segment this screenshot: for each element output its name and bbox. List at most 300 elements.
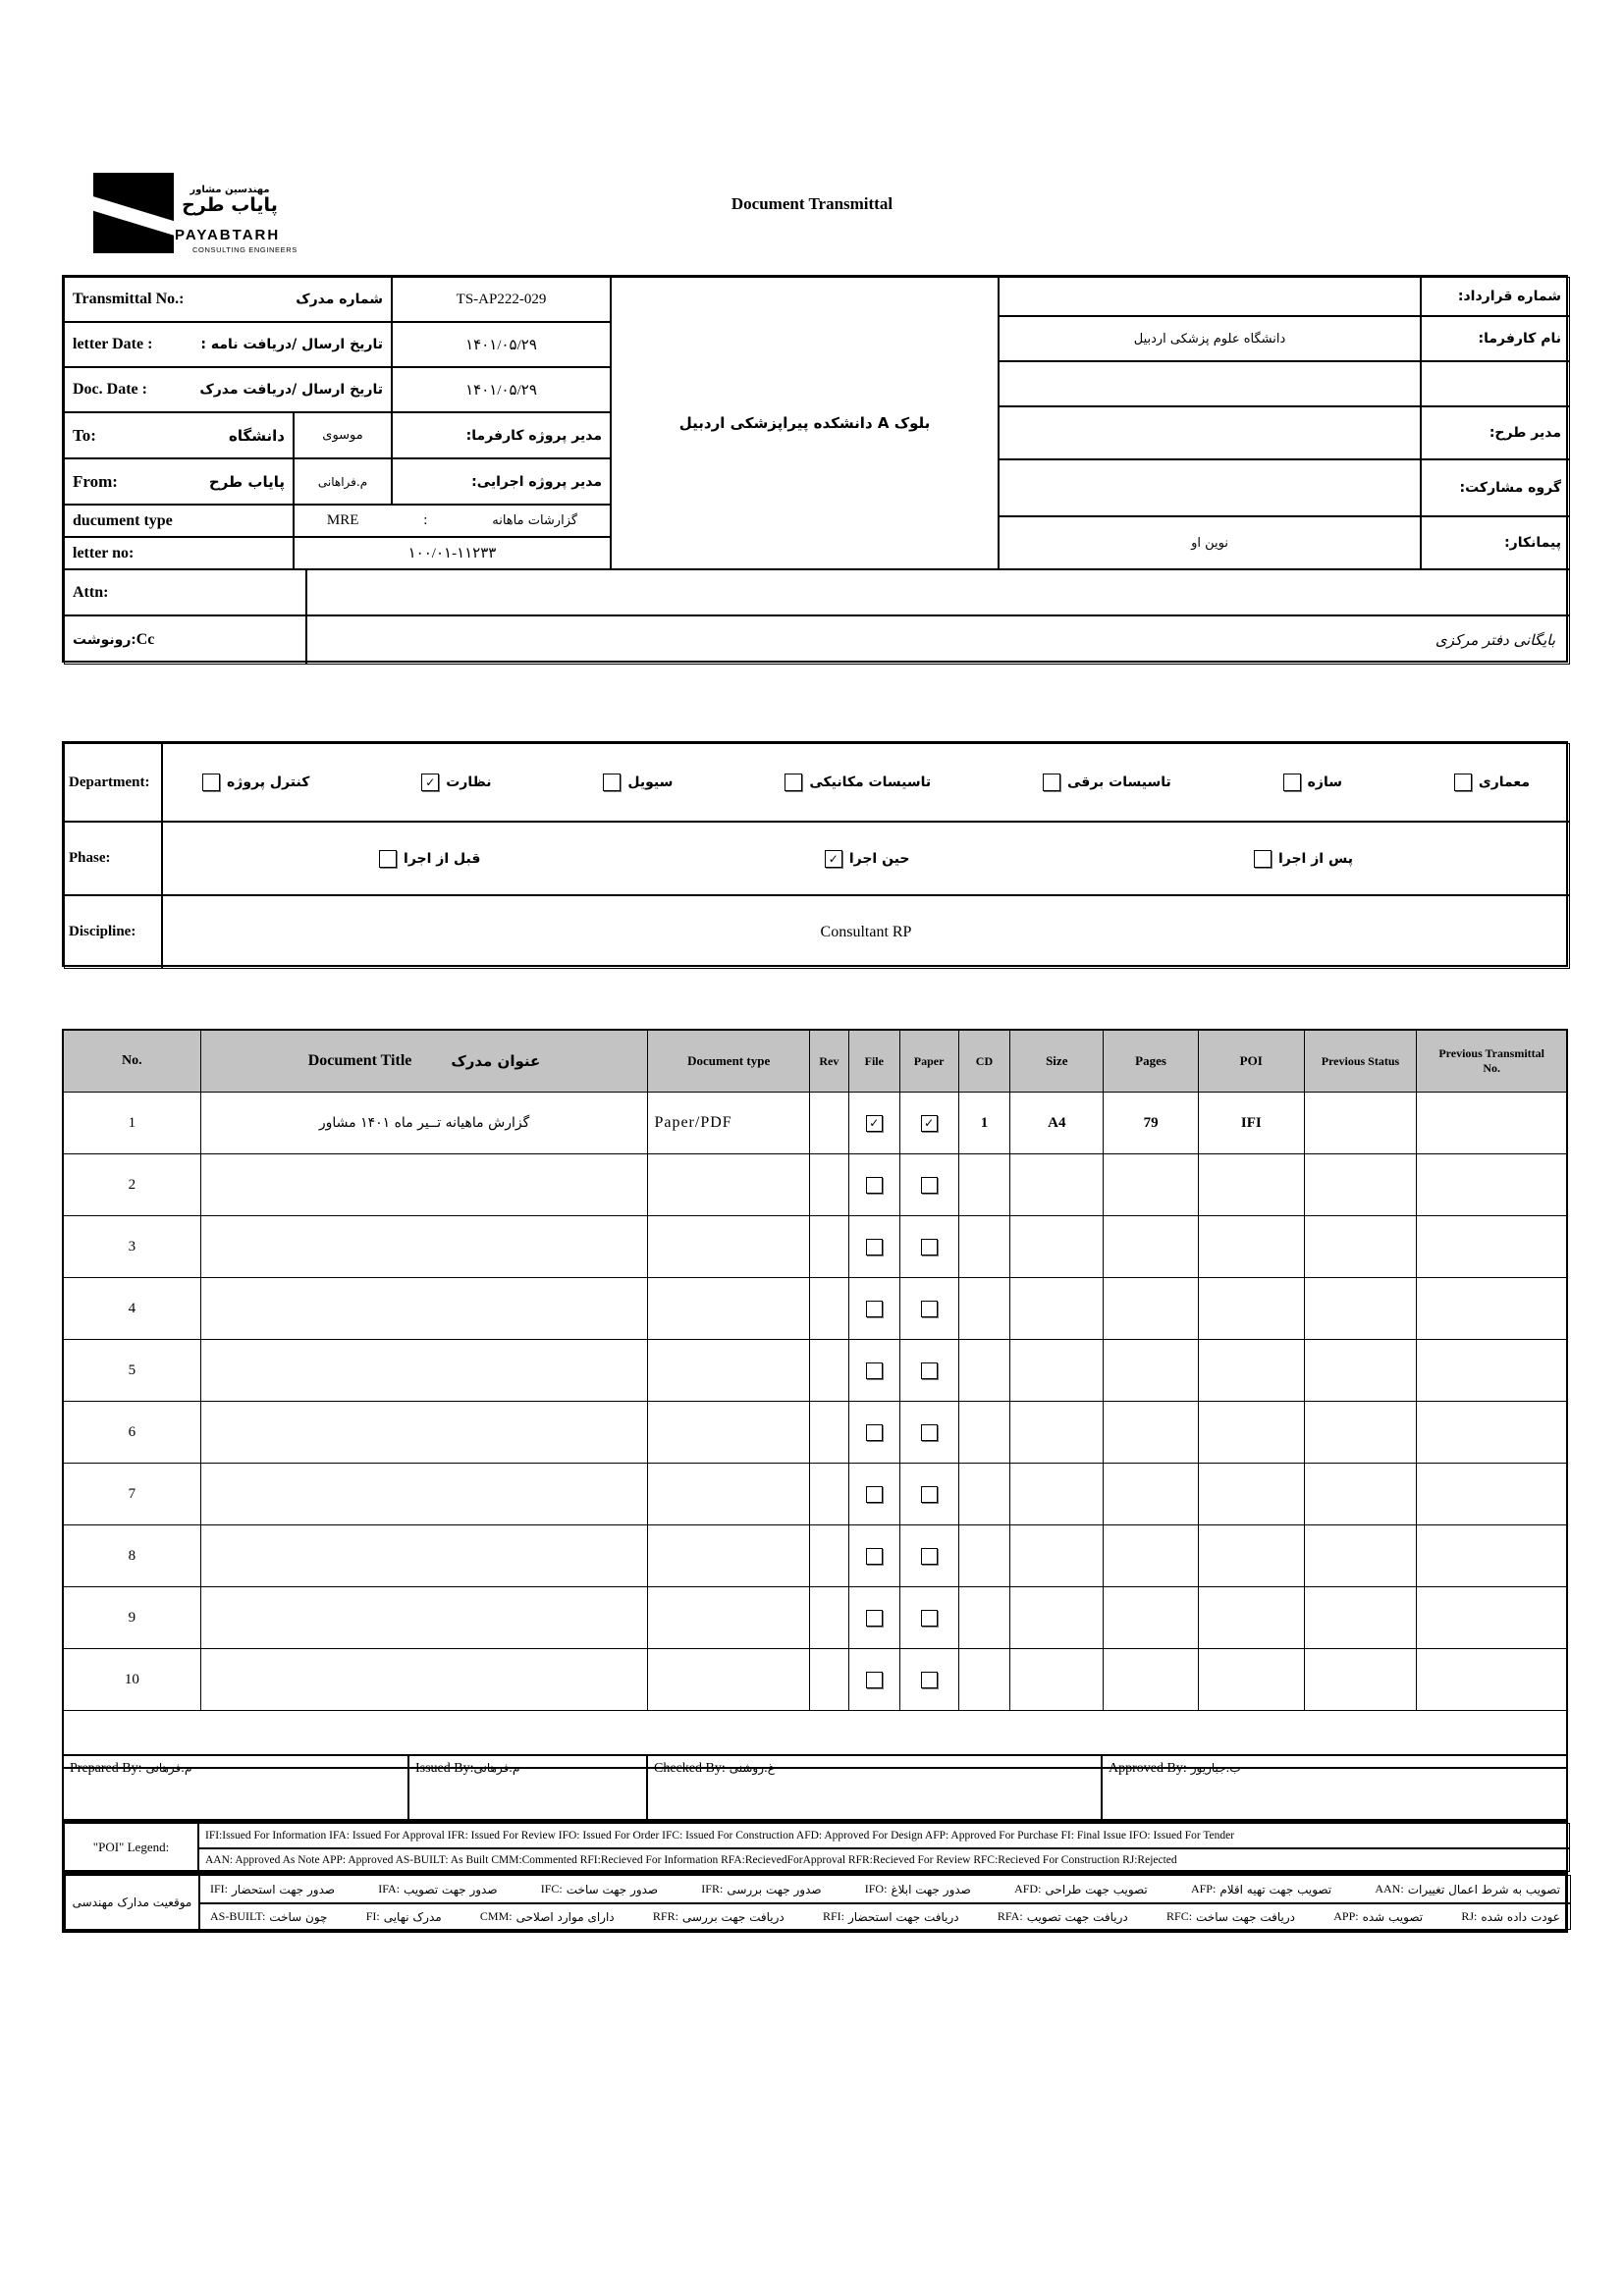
legend-item [998, 1909, 1128, 1924]
project-manager-label: مدیر طرح: [1421, 406, 1570, 459]
cell-prev_status [1305, 1587, 1418, 1648]
legend-code: AS-BUILT: [210, 1909, 266, 1923]
cell-pages [1104, 1525, 1199, 1586]
document-table [62, 1029, 1568, 1769]
legend-code: IFC: [540, 1882, 563, 1896]
cell-rev [810, 1278, 849, 1339]
cell-type [648, 1340, 810, 1401]
legend-text-fa: دریافت جهت ساخت [1196, 1909, 1295, 1924]
document-type-value: MRE : گزارشات ماهانه [294, 505, 611, 537]
file-checkbox[interactable] [866, 1362, 883, 1379]
cc-value: بایگانی دفتر مرکزی [306, 615, 1570, 665]
department-option-label: تاسیسات برقی [1067, 774, 1171, 790]
cell-cd [959, 1649, 1011, 1710]
doc-date-value: ۱۴۰۱/۰۵/۲۹ [392, 367, 611, 412]
cell-size [1010, 1464, 1104, 1524]
department-option-label: تاسیسات مکانیکی [809, 774, 932, 790]
fa-legend-line1 [199, 1875, 1571, 1903]
cell-prev_status [1305, 1278, 1418, 1339]
cell-pages [1104, 1464, 1199, 1524]
cell-paper [900, 1154, 959, 1215]
legend-item [480, 1909, 615, 1924]
cell-file [849, 1154, 900, 1215]
cell-title [201, 1402, 649, 1463]
phase-checkbox[interactable] [825, 850, 842, 868]
cell-size [1010, 1587, 1104, 1648]
cell-prev_status [1305, 1402, 1418, 1463]
cell-type: Paper/PDF [648, 1093, 810, 1153]
cell-poi [1199, 1278, 1305, 1339]
cell-prev_status [1305, 1216, 1418, 1277]
department-option[interactable] [1454, 774, 1530, 791]
cell-file [849, 1093, 900, 1153]
department-option[interactable] [785, 774, 931, 791]
legend-code: APP: [1333, 1909, 1359, 1923]
cell-size [1010, 1649, 1104, 1710]
contractor-label: پیمانکار: [1421, 516, 1570, 569]
legend-item [366, 1909, 442, 1924]
cell-rev [810, 1464, 849, 1524]
phase-checkbox[interactable] [1254, 850, 1272, 868]
cell-size [1010, 1216, 1104, 1277]
transmittal-no-value: TS-AP222-029 [392, 277, 611, 322]
from-field: From: پایاب طرح [64, 458, 294, 505]
file-checkbox[interactable] [866, 1548, 883, 1565]
legend-item [653, 1909, 785, 1924]
table-row [64, 1154, 1566, 1216]
header-file: File [849, 1031, 900, 1092]
legend-text-fa: عودت داده شده [1481, 1909, 1560, 1924]
project-manager-value [999, 406, 1421, 459]
cell-size [1010, 1278, 1104, 1339]
cell-file [849, 1464, 900, 1524]
letter-date-value: ۱۴۰۱/۰۵/۲۹ [392, 322, 611, 367]
partnership-group-label: گروه مشارکت: [1421, 459, 1570, 516]
phase-option[interactable] [825, 850, 910, 868]
cell-prev_transmittal [1417, 1340, 1566, 1401]
paper-checkbox[interactable] [921, 1115, 938, 1132]
cell-rev [810, 1587, 849, 1648]
cell-paper [900, 1649, 959, 1710]
client-name-value: دانشگاه علوم پزشکی اردبیل [999, 316, 1421, 361]
header-rev: Rev [810, 1031, 849, 1092]
client-pm-value: موسوی [294, 412, 392, 458]
cell-poi [1199, 1587, 1305, 1648]
department-option-label: سازه [1307, 774, 1342, 790]
phase-option-label: حین اجرا [848, 850, 910, 867]
department-checkbox[interactable] [202, 774, 220, 791]
approved-by-box: Approved By: ب.جباریور [1103, 1754, 1568, 1821]
letter-no-label: letter no: [64, 537, 294, 569]
document-table-body [64, 1093, 1566, 1710]
legend-code: RFR: [652, 1909, 678, 1923]
legend-text-fa: دریافت جهت استحضار [848, 1909, 959, 1924]
cell-paper [900, 1587, 959, 1648]
contract-no-value [999, 277, 1421, 316]
table-row [64, 1525, 1566, 1587]
legend-text-fa: مدرک نهایی [383, 1909, 442, 1924]
classification-table [62, 741, 1568, 967]
cell-type [648, 1587, 810, 1648]
cell-no: 3 [64, 1216, 201, 1277]
letter-date-label: letter Date : تاریخ ارسال /دریافت نامه : [64, 322, 392, 367]
cell-poi [1199, 1525, 1305, 1586]
cell-pages [1104, 1340, 1199, 1401]
header-type: Document type [648, 1031, 810, 1092]
cell-title [201, 1649, 649, 1710]
legend-text-fa: چون ساخت [269, 1909, 328, 1924]
paper-checkbox[interactable] [921, 1239, 938, 1255]
legend-code: FI: [365, 1909, 380, 1923]
fa-legend-table [62, 1872, 1568, 1933]
department-option-label: سیویل [627, 774, 674, 790]
cell-type [648, 1154, 810, 1215]
paper-checkbox[interactable] [921, 1424, 938, 1441]
cell-no: 1 [64, 1093, 201, 1153]
paper-checkbox[interactable] [921, 1301, 938, 1317]
cell-paper [900, 1525, 959, 1586]
cell-pages [1104, 1216, 1199, 1277]
legend-code: IFA: [378, 1882, 401, 1896]
legend-item [865, 1882, 971, 1896]
document-type-label: ducument type [64, 505, 294, 537]
file-checkbox[interactable] [866, 1424, 883, 1441]
cell-cd [959, 1402, 1011, 1463]
legend-text-fa: تصویب شده [1362, 1909, 1424, 1924]
file-checkbox[interactable] [866, 1610, 883, 1627]
cell-size [1010, 1525, 1104, 1586]
prepared-by-box: Prepared By: م.فرهانی [62, 1754, 409, 1821]
cell-rev [810, 1216, 849, 1277]
logo-en-subtitle: CONSULTING ENGINEERS [192, 245, 298, 254]
cell-pages [1104, 1587, 1199, 1648]
cell-pages [1104, 1278, 1199, 1339]
department-option[interactable] [421, 774, 491, 791]
phase-option[interactable] [379, 850, 480, 868]
cell-type [648, 1649, 810, 1710]
cell-poi [1199, 1402, 1305, 1463]
cell-no: 2 [64, 1154, 201, 1215]
cell-title [201, 1154, 649, 1215]
legend-code: RFC: [1166, 1909, 1193, 1923]
cell-title [201, 1278, 649, 1339]
header-empty-row-label [1421, 361, 1570, 406]
issued-by-box: Issued By:م.فرهانی [409, 1754, 648, 1821]
legend-text-fa: تصویب به شرط اعمال تغییرات [1407, 1882, 1560, 1896]
cell-prev_transmittal [1417, 1278, 1566, 1339]
cell-paper [900, 1464, 959, 1524]
phase-checkbox[interactable] [379, 850, 397, 868]
logo-fa-line1: مهندسین مشاور [189, 185, 270, 195]
cell-title: گزارش ماهیانه تــیر ماه ۱۴۰۱ مشاور [201, 1093, 649, 1153]
cell-prev_status [1305, 1649, 1418, 1710]
page-title: Document Transmittal [731, 194, 893, 213]
legend-text-fa: صدور جهت بررسی [727, 1882, 822, 1896]
header-title: Document Title عنوان مدرک [201, 1031, 649, 1092]
paper-checkbox[interactable] [921, 1177, 938, 1194]
header-empty-row-value [999, 361, 1421, 406]
file-checkbox[interactable] [866, 1301, 883, 1317]
department-option[interactable] [603, 774, 673, 791]
cell-pages [1104, 1649, 1199, 1710]
cell-paper [900, 1216, 959, 1277]
header-table [62, 275, 1568, 663]
table-row [64, 1216, 1566, 1278]
cell-poi: IFI [1199, 1093, 1305, 1153]
fa-legend-label: موقعیت مدارک مهندسی [65, 1875, 199, 1930]
cell-pages [1104, 1154, 1199, 1215]
legend-item [210, 1882, 335, 1896]
transmittal-no-label: Transmittal No.: شماره مدرک [64, 277, 392, 322]
table-row [64, 1278, 1566, 1340]
cell-cd [959, 1464, 1011, 1524]
legend-text-fa: تصویب جهت تهیه اقلام [1219, 1882, 1332, 1896]
cell-rev [810, 1402, 849, 1463]
contract-no-label: شماره قرارداد: [1421, 277, 1570, 316]
cell-poi [1199, 1649, 1305, 1710]
cell-prev_transmittal [1417, 1587, 1566, 1648]
legend-text-fa: دارای موارد اصلاحی [515, 1909, 615, 1924]
department-checkbox[interactable] [421, 774, 439, 791]
letter-no-value: ۱۰۰/۰۱-۱۱۲۳۳ [294, 537, 611, 569]
paper-checkbox[interactable] [921, 1486, 938, 1503]
header-pages: Pages [1104, 1031, 1199, 1092]
attn-label: Attn: [64, 569, 306, 615]
cell-file [849, 1649, 900, 1710]
cell-cd [959, 1525, 1011, 1586]
legend-code: AFD: [1014, 1882, 1042, 1896]
cell-file [849, 1278, 900, 1339]
cell-prev_status [1305, 1340, 1418, 1401]
discipline-label: Discipline: [64, 895, 162, 969]
phase-option-label: قبل از اجرا [404, 850, 481, 867]
department-checkbox[interactable] [1283, 774, 1301, 791]
cell-rev [810, 1093, 849, 1153]
table-row [64, 1649, 1566, 1710]
department-option[interactable] [202, 774, 309, 791]
to-field: To: دانشگاه [64, 412, 294, 458]
cell-prev_transmittal [1417, 1216, 1566, 1277]
legend-text-fa: دریافت جهت تصویب [1026, 1909, 1128, 1924]
cell-title [201, 1587, 649, 1648]
cell-paper [900, 1093, 959, 1153]
discipline-value: Consultant RP [162, 895, 1570, 969]
cell-poi [1199, 1464, 1305, 1524]
cell-prev_transmittal [1417, 1093, 1566, 1153]
department-checkbox[interactable] [1043, 774, 1060, 791]
cell-poi [1199, 1340, 1305, 1401]
cell-title [201, 1340, 649, 1401]
cell-rev [810, 1340, 849, 1401]
legend-item [701, 1882, 821, 1896]
legend-code: CMM: [479, 1909, 513, 1923]
cell-prev_transmittal [1417, 1154, 1566, 1215]
phase-options [162, 822, 1570, 895]
legend-text-fa: صدور جهت ابلاغ [891, 1882, 971, 1896]
file-checkbox[interactable] [866, 1115, 883, 1132]
department-option[interactable] [1283, 774, 1342, 791]
legend-text-fa: دریافت جهت بررسی [681, 1909, 785, 1924]
legend-item [378, 1882, 497, 1896]
cell-type [648, 1464, 810, 1524]
legend-item [1166, 1909, 1295, 1924]
cell-size [1010, 1340, 1104, 1401]
legend-code: RJ: [1461, 1909, 1478, 1923]
partnership-group-value [999, 459, 1421, 516]
cell-size [1010, 1402, 1104, 1463]
document-table-header [64, 1031, 1566, 1093]
cell-cd [959, 1216, 1011, 1277]
cell-no: 6 [64, 1402, 201, 1463]
cell-cd [959, 1587, 1011, 1648]
phase-label: Phase: [64, 822, 162, 895]
table-row [64, 1587, 1566, 1649]
legend-code: IFI: [210, 1882, 228, 1896]
paper-checkbox[interactable] [921, 1548, 938, 1565]
legend-text-fa: تصویب جهت طراحی [1045, 1882, 1148, 1896]
legend-item [210, 1909, 327, 1924]
cell-prev_status [1305, 1525, 1418, 1586]
legend-code: IFR: [701, 1882, 724, 1896]
cell-file [849, 1525, 900, 1586]
legend-code: RFI: [822, 1909, 844, 1923]
cell-pages: 79 [1104, 1093, 1199, 1153]
legend-code: AAN: [1375, 1882, 1404, 1896]
paper-checkbox[interactable] [921, 1362, 938, 1379]
file-checkbox[interactable] [866, 1239, 883, 1255]
header-paper: Paper [900, 1031, 959, 1092]
department-label: Department: [64, 743, 162, 822]
cell-cd [959, 1154, 1011, 1215]
department-option-label: کنترل پروژه [227, 774, 310, 790]
poi-legend-line2: AAN: Approved As Note APP: Approved AS-BUILT: As Built CMM:Commented RFI:Recieved For Information RFA:RecievedForApproval RFR:Recieved For Review RFC:Recieved For Construction RJ:Rejected [198, 1848, 1570, 1872]
header-poi: POI [1199, 1031, 1305, 1092]
table-row [64, 1402, 1566, 1464]
cell-no: 5 [64, 1340, 201, 1401]
cell-rev [810, 1154, 849, 1215]
legend-item [1014, 1882, 1148, 1896]
department-checkbox[interactable] [785, 774, 802, 791]
header-no: No. [64, 1031, 201, 1092]
department-checkbox[interactable] [603, 774, 621, 791]
exec-pm-value: م.فراهانی [294, 458, 392, 505]
cell-type [648, 1216, 810, 1277]
cell-prev_transmittal [1417, 1464, 1566, 1524]
cell-prev_transmittal [1417, 1402, 1566, 1463]
legend-item [1191, 1882, 1331, 1896]
logo-fa-line2: پایاب طرح [182, 194, 278, 216]
legend-code: AFP: [1190, 1882, 1217, 1896]
cell-title [201, 1525, 649, 1586]
phase-option[interactable] [1254, 850, 1353, 868]
cell-file [849, 1340, 900, 1401]
cell-prev_transmittal [1417, 1649, 1566, 1710]
cell-type [648, 1278, 810, 1339]
legend-code: IFO: [864, 1882, 888, 1896]
cell-title [201, 1216, 649, 1277]
cell-prev_status [1305, 1154, 1418, 1215]
cell-no: 10 [64, 1649, 201, 1710]
department-option[interactable] [1043, 774, 1171, 791]
cell-prev_status [1305, 1093, 1418, 1153]
phase-option-label: پس از اجرا [1277, 850, 1353, 867]
legend-item [1333, 1909, 1423, 1924]
exec-pm-label: مدیر پروژه اجرایی: [392, 458, 611, 505]
cell-paper [900, 1278, 959, 1339]
cell-no: 4 [64, 1278, 201, 1339]
poi-legend-label: "POI" Legend: [64, 1823, 198, 1872]
cell-size [1010, 1154, 1104, 1215]
doc-date-label: Doc. Date : تاریخ ارسال /دریافت مدرک [64, 367, 392, 412]
cell-cd [959, 1278, 1011, 1339]
cell-rev [810, 1649, 849, 1710]
legend-item [541, 1882, 658, 1896]
client-name-label: نام کارفرما: [1421, 316, 1570, 361]
cell-title [201, 1464, 649, 1524]
file-checkbox[interactable] [866, 1177, 883, 1194]
project-name: بلوک A دانشکده پیراپزشکی اردبیل [611, 277, 999, 569]
poi-legend-table [62, 1821, 1568, 1872]
table-row [64, 1464, 1566, 1525]
fa-legend-line2 [199, 1903, 1571, 1930]
attn-value [306, 569, 1570, 615]
header-prev-transmittal: Previous Transmittal No. [1438, 1046, 1544, 1075]
logo-en-name: PAYABTARH [175, 227, 281, 243]
cell-type [648, 1525, 810, 1586]
cell-prev_transmittal [1417, 1525, 1566, 1586]
legend-item [1461, 1909, 1560, 1924]
legend-text-fa: صدور جهت ساخت [566, 1882, 659, 1896]
department-option-label: معماری [1478, 774, 1530, 790]
header-size: Size [1010, 1031, 1104, 1092]
cell-prev_status [1305, 1464, 1418, 1524]
cell-poi [1199, 1154, 1305, 1215]
legend-item [823, 1909, 959, 1924]
table-row [64, 1340, 1566, 1402]
cell-cd: 1 [959, 1093, 1011, 1153]
cell-pages [1104, 1402, 1199, 1463]
cell-file [849, 1587, 900, 1648]
cell-paper [900, 1340, 959, 1401]
legend-item [1375, 1882, 1560, 1896]
cell-no: 7 [64, 1464, 201, 1524]
table-row [64, 1093, 1566, 1154]
cell-poi [1199, 1216, 1305, 1277]
client-pm-label: مدیر پروژه کارفرما: [392, 412, 611, 458]
signatures-row [62, 1754, 1568, 1821]
cell-no: 8 [64, 1525, 201, 1586]
department-option-label: نظارت [446, 774, 492, 790]
cc-label: Cc: رونوشت [64, 615, 306, 665]
file-checkbox[interactable] [866, 1486, 883, 1503]
cell-no: 9 [64, 1587, 201, 1648]
cell-rev [810, 1525, 849, 1586]
checked-by-box: Checked By: غ.روشنی [648, 1754, 1103, 1821]
paper-checkbox[interactable] [921, 1672, 938, 1688]
header-prev-status: Previous Status [1305, 1031, 1418, 1092]
department-checkbox[interactable] [1454, 774, 1472, 791]
cell-type [648, 1402, 810, 1463]
cell-paper [900, 1402, 959, 1463]
legend-code: RFA: [997, 1909, 1023, 1923]
paper-checkbox[interactable] [921, 1610, 938, 1627]
cell-cd [959, 1340, 1011, 1401]
cell-file [849, 1402, 900, 1463]
header-cd: CD [959, 1031, 1011, 1092]
file-checkbox[interactable] [866, 1672, 883, 1688]
cell-size: A4 [1010, 1093, 1104, 1153]
legend-text-fa: صدور جهت استحضار [232, 1882, 336, 1896]
